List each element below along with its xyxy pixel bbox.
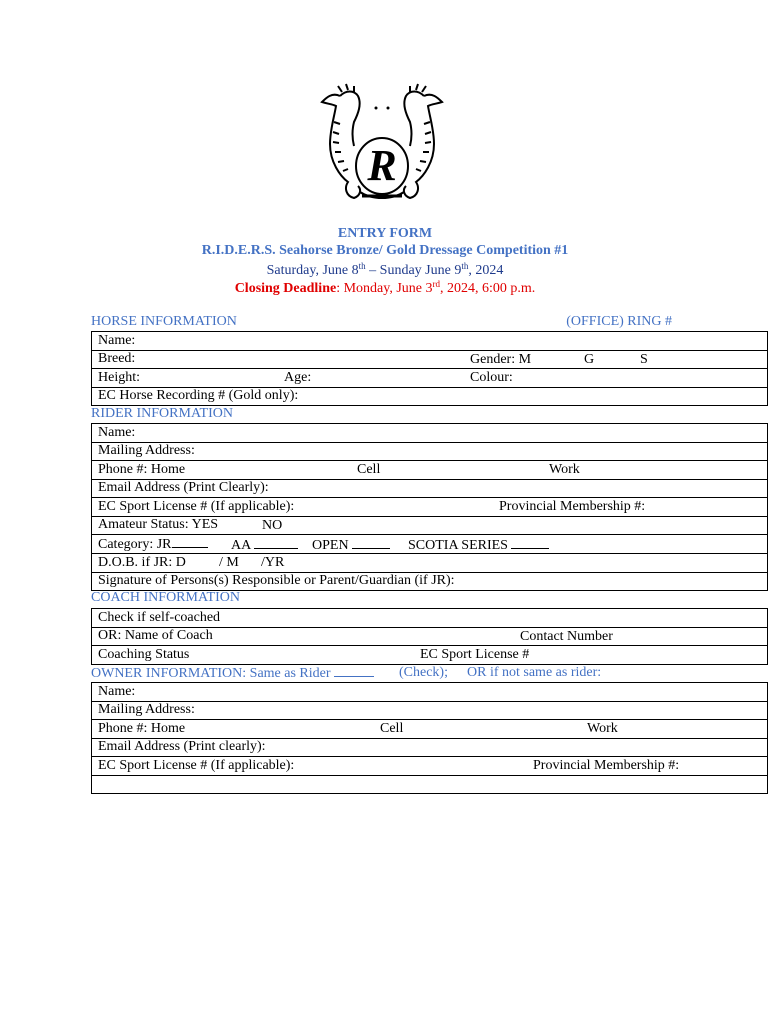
owner-license-row[interactable]: EC Sport License # (If applicable): Provincial Membership #: <box>92 757 768 776</box>
rider-mailing-field[interactable]: Mailing Address: <box>92 442 768 461</box>
owner-email-field[interactable]: Email Address (Print clearly): <box>92 738 768 757</box>
owner-blank-row[interactable] <box>92 775 768 794</box>
rider-name-field[interactable]: Name: <box>92 424 768 443</box>
owner-section-title: OWNER INFORMATION: Same as Rider (Check); OR if not same as rider: <box>91 665 602 681</box>
same-as-rider-check-blank[interactable] <box>334 664 374 677</box>
rider-license-row[interactable]: EC Sport License # (If applicable): Provincial Membership #: <box>92 498 768 517</box>
owner-mailing-field[interactable]: Mailing Address: <box>92 701 768 720</box>
closing-deadline: Closing Deadline: Monday, June 3rd, 2024, 6:00 p.m. <box>234 279 536 296</box>
office-ring-label: (OFFICE) RING # <box>566 314 672 329</box>
owner-phone-row[interactable]: Phone #: Home Cell Work <box>92 720 768 739</box>
horse-name-field[interactable]: Name: <box>92 332 768 351</box>
horse-breed-row[interactable]: Breed: Gender: M G S <box>92 350 768 369</box>
competition-name: R.I.D.E.R.S. Seahorse Bronze/ Gold Dressage Competition #1 <box>201 243 569 258</box>
rider-email-field[interactable]: Email Address (Print Clearly): <box>92 479 768 498</box>
horse-height-row[interactable]: Height: Age: Colour: <box>92 369 768 388</box>
rider-category-row[interactable]: Category: JR AA OPEN SCOTIA SERIES <box>92 535 768 554</box>
rider-phone-row[interactable]: Phone #: Home Cell Work <box>92 461 768 480</box>
coach-section-title: COACH INFORMATION <box>91 590 240 605</box>
owner-table <box>91 682 768 794</box>
rider-table <box>91 423 768 591</box>
riders-seahorse-logo <box>318 78 446 210</box>
horse-recording-field[interactable]: EC Horse Recording # (Gold only): <box>92 387 768 406</box>
rider-dob-row[interactable]: D.O.B. if JR: D / M /YR <box>92 554 768 573</box>
coach-status-row[interactable]: Coaching Status EC Sport License # <box>92 646 768 665</box>
form-title: ENTRY FORM <box>337 226 433 241</box>
svg-text:R: R <box>367 141 397 190</box>
rider-amateur-row[interactable]: Amateur Status: YES NO <box>92 516 768 535</box>
coach-table <box>91 608 768 665</box>
rider-section-title: RIDER INFORMATION <box>91 406 233 421</box>
competition-dates: Saturday, June 8th – Sunday June 9th, 2024 <box>266 261 504 278</box>
rider-signature-field[interactable]: Signature of Persons(s) Responsible or Parent/Guardian (if JR): <box>92 572 768 591</box>
owner-name-field[interactable]: Name: <box>92 683 768 702</box>
coach-self-checkbox-row[interactable]: Check if self-coached <box>92 609 768 628</box>
horse-table <box>91 331 768 406</box>
horse-section-title: HORSE INFORMATION (OFFICE) RING # <box>91 314 672 329</box>
coach-name-row[interactable]: OR: Name of Coach Contact Number <box>92 627 768 646</box>
